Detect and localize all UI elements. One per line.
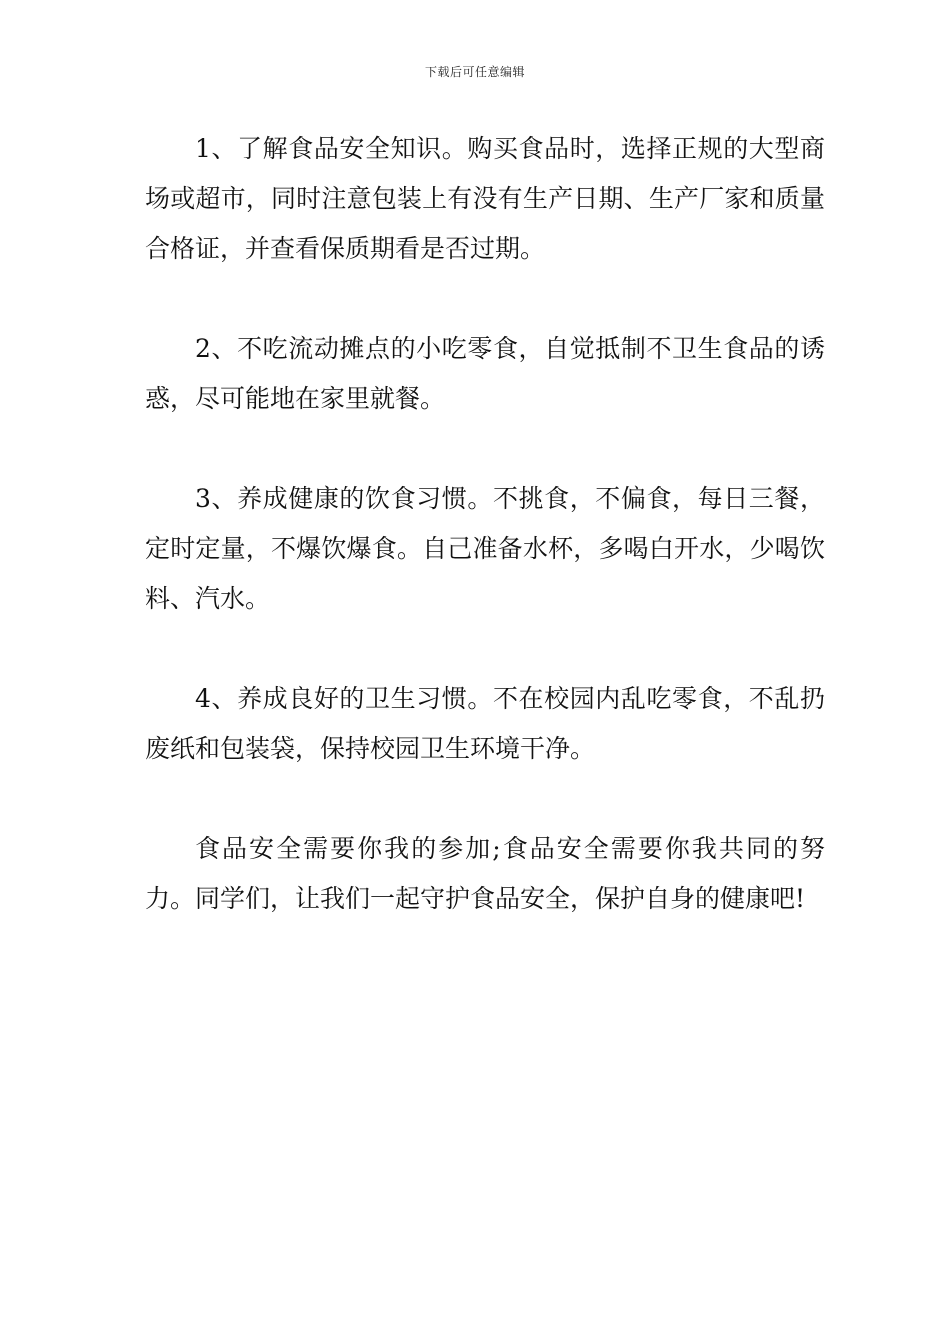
paragraph-avoid-street-snacks: 2、不吃流动摊点的小吃零食，自觉抵制不卫生食品的诱惑，尽可能地在家里就餐。	[145, 334, 825, 413]
paragraph-closing: 食品安全需要你我的参加;食品安全需要你我共同的努力。同学们，让我们一起守护食品安全，保护自身的健康吧!	[145, 834, 825, 913]
page-header: 下载后可任意编辑	[424, 65, 525, 79]
document-body	[145, 124, 825, 974]
paragraph-hygiene-habits: 4、养成良好的卫生习惯。不在校园内乱吃零食，不乱扔废纸和包装袋，保持校园卫生环境干净。	[145, 684, 825, 763]
paragraph-healthy-eating-habits: 3、养成健康的饮食习惯。不挑食，不偏食，每日三餐，定时定量，不爆饮爆食。自己准备水杯，多喝白开水，少喝饮料、汽水。	[145, 484, 825, 613]
paragraph-food-safety-knowledge: 1、了解食品安全知识。购买食品时，选择正规的大型商场或超市，同时注意包装上有没有生产日期、生产厂家和质量合格证，并查看保质期看是否过期。	[145, 134, 825, 263]
